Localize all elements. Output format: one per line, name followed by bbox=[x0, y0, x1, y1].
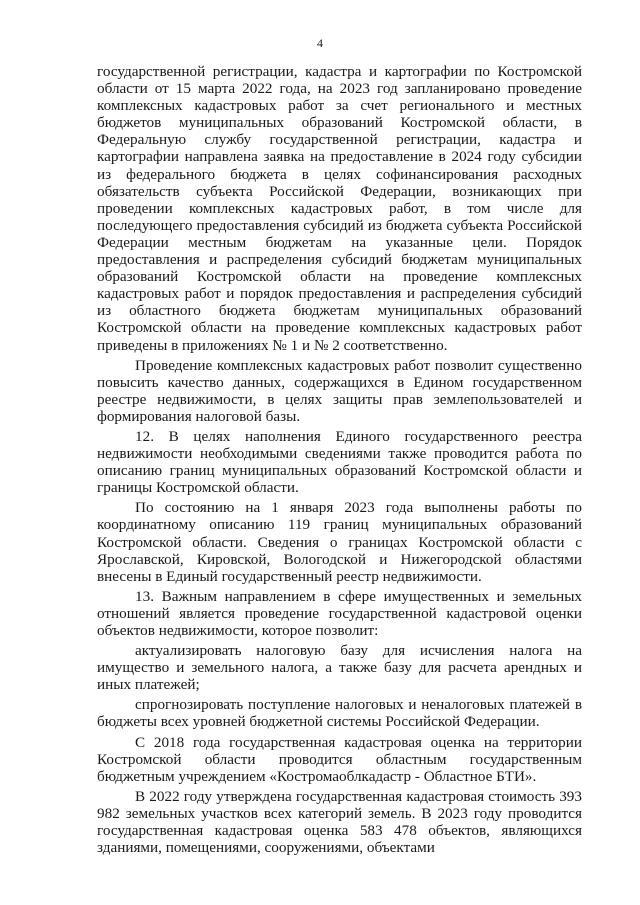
paragraph-data-quality: Проведение комплексных кадастровых работ позволит существенно повысить качество данных, содержащихся в Едином государственном реестре недвижимости, в целях защиты прав землепользователей и формирования налоговой базы. bbox=[97, 356, 582, 425]
paragraph-item-12: 12. В целях наполнения Единого государственного реестра недвижимости необходимыми сведениями также проводится работа по описанию границ муниципальных образований Костромской области и границы Костромской области. bbox=[97, 427, 582, 497]
paragraph-cadastral-continuation: государственной регистрации, кадастра и картографии по Костромской области от 15 марта 2022 года, на 2023 год запланировано проведение комплексных кадастровых работ за счет регионального и местных бюджетов муниципальных образований Костромской области, в Федеральную службу государственной регистрации, кадастра и картографии направлена заявка на предоставление в 2024 году субсидии из федерального бюджета в целях софинансирования расходных обязательств субъекта Российской Федерации, возникающих при проведении комплексных кадастровых работ, в том числе для последующего предоставления субсидий из бюджета субъекта Российской Федерации местным бюджетам на указанные цели. Порядок предоставления и распределения субсидий бюджетам муниципальных образований Костромской области на проведение комплексных кадастровых работ и порядок предоставления и распределения субсидий из областного бюджета бюджетам муниципальных образований Костромской области на проведение комплексных кадастровых работ приведены в приложениях № 1 и № 2 соответственно. bbox=[97, 63, 582, 354]
document-body bbox=[97, 63, 582, 859]
paragraph-valuation-2022-2023: В 2022 году утверждена государственная кадастровая стоимость 393 982 земельных участков всех категорий земель. В 2023 году проводится государственная кадастровая оценка 583 478 объектов, являющихся зданиями, помещениями, сооружениями, объектами bbox=[97, 787, 582, 857]
paragraph-valuation-institution: С 2018 года государственная кадастровая оценка на территории Костромской области проводится областным государственным бюджетным учреждением «Костромаоблкадастр - Областное БТИ». bbox=[97, 733, 582, 785]
paragraph-list-item-forecast: спрогнозировать поступление налоговых и неналоговых платежей в бюджеты всех уровней бюджетной системы Российской Федерации. bbox=[97, 696, 582, 731]
paragraph-boundaries-status: По состоянию на 1 января 2023 года выполнены работы по координатному описанию 119 границ муниципальных образований Костромской области. Сведения о границах Костромской области с Ярославской, Кировской, Вологодской и Нижегородской областями внесены в Единый государственный реестр недвижимости. bbox=[97, 499, 582, 585]
paragraph-list-item-tax-base: актуализировать налоговую базу для исчисления налога на имущество и земельного налога, а также базу для расчета арендных и иных платежей; bbox=[97, 642, 582, 694]
page-number: 4 bbox=[317, 36, 323, 50]
paragraph-item-13: 13. Важным направлением в сфере имущественных и земельных отношений является проведение государственной кадастровой оценки объектов недвижимости, которое позволит: bbox=[97, 587, 582, 639]
